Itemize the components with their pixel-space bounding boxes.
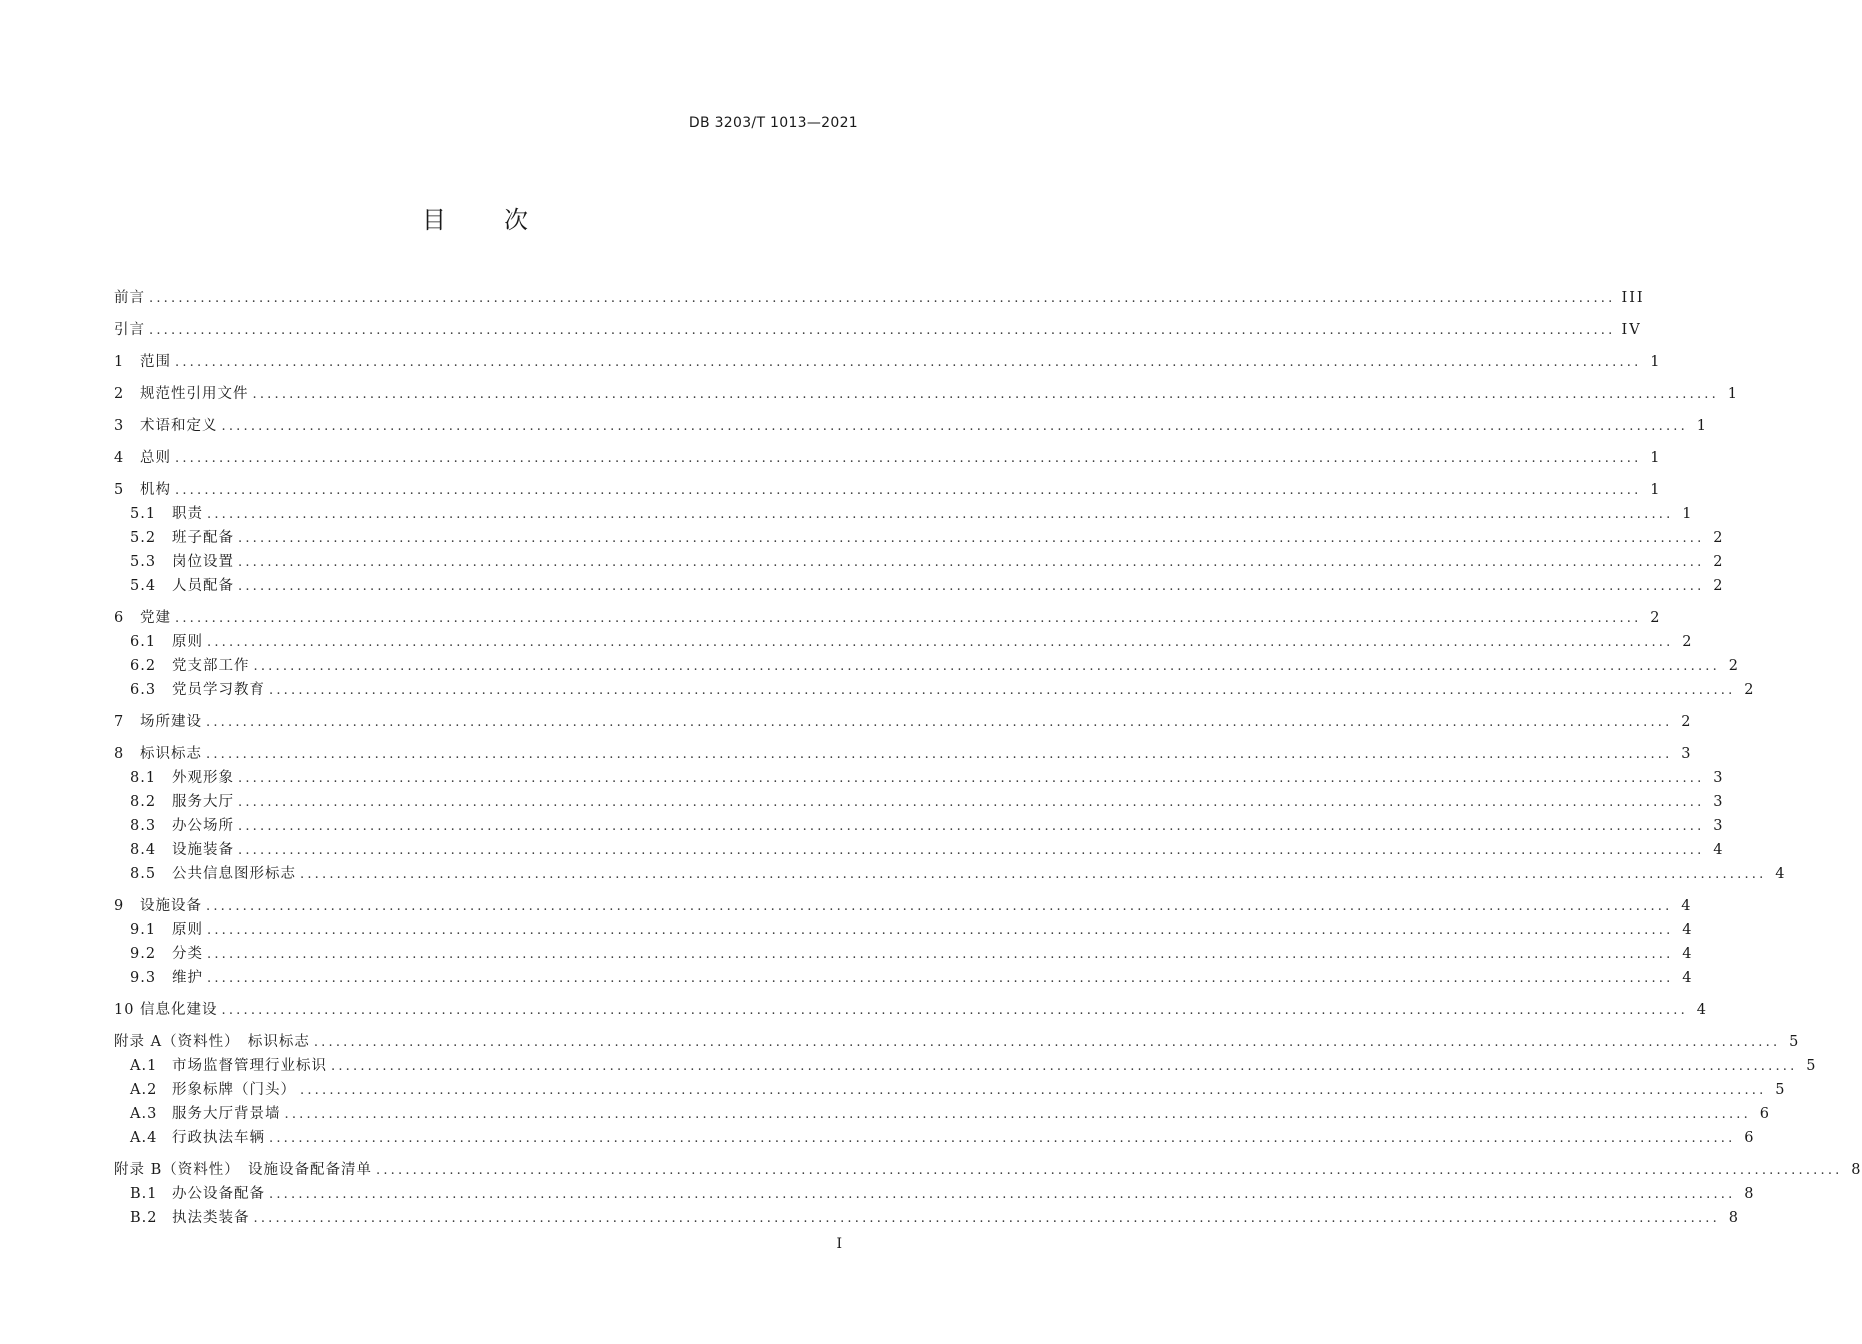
toc-leader-dots: ........................................................................................................................................................................................................ [221, 419, 1688, 434]
toc-leader-dots: ........................................................................................................................................................................................................ [300, 1083, 1767, 1098]
toc-entry[interactable] [114, 574, 1725, 598]
toc-entry-page: 2 [1713, 554, 1725, 570]
toc-leader-dots: ........................................................................................................................................................................................................ [175, 355, 1642, 370]
toc-entry[interactable] [114, 1206, 1740, 1230]
toc-entry-page: 6 [1759, 1106, 1771, 1122]
toc-leader-dots: ........................................................................................................................................................................................................ [269, 683, 1736, 698]
toc-entry[interactable] [114, 502, 1694, 526]
toc-entry-number: B.1 [130, 1186, 158, 1202]
toc-entry-number: A.2 [130, 1082, 158, 1098]
toc-entry[interactable] [114, 350, 1662, 374]
toc-entry-number: 9.3 [130, 970, 157, 986]
toc-entry-label: 分类 [172, 946, 203, 962]
toc-entry-label: 规范性引用文件 [140, 386, 249, 402]
toc-leader-dots: ........................................................................................................................................................................................................ [149, 323, 1616, 338]
toc-leader-dots: ........................................................................................................................................................................................................ [149, 291, 1616, 306]
toc-entry-page: 4 [1681, 898, 1693, 914]
toc-entry-number: 3 [114, 418, 125, 434]
toc-leader-dots: ........................................................................................................................................................................................................ [207, 947, 1674, 962]
toc-entry-number: 6.2 [130, 658, 157, 674]
toc-entry-label: 附录 A（资料性） 标识标志 [114, 1034, 310, 1050]
toc-entry-label: 党建 [140, 610, 171, 626]
toc-entry-number: 6.1 [130, 634, 157, 650]
toc-entry-label: 公共信息图形标志 [172, 866, 296, 882]
toc-entry-label: 党员学习教育 [172, 682, 265, 698]
toc-leader-dots: ........................................................................................................................................................................................................ [207, 507, 1674, 522]
toc-entry-page: 2 [1728, 658, 1740, 674]
toc-leader-dots: ........................................................................................................................................................................................................ [221, 1003, 1688, 1018]
toc-entry-number: 5.4 [130, 578, 157, 594]
toc-leader-dots: ........................................................................................................................................................................................................ [206, 715, 1673, 730]
toc-entry-number: 1 [114, 354, 125, 370]
toc-leader-dots: ........................................................................................................................................................................................................ [300, 867, 1767, 882]
toc-entry[interactable] [114, 1102, 1771, 1126]
toc-entry-label: 执法类装备 [172, 1210, 250, 1226]
toc-entry-page: 2 [1713, 530, 1725, 546]
toc-entry-label: 场所建设 [140, 714, 202, 730]
toc-leader-dots: ........................................................................................................................................................................................................ [206, 747, 1673, 762]
toc-entry-page: 2 [1682, 634, 1694, 650]
toc-entry-page: 4 [1775, 866, 1787, 882]
toc-entry-number: 9 [114, 898, 125, 914]
toc-leader-dots: ........................................................................................................................................................................................................ [238, 819, 1705, 834]
toc-entry-label: 信息化建设 [140, 1002, 218, 1018]
toc-leader-dots: ........................................................................................................................................................................................................ [238, 771, 1705, 786]
toc-entry-page: 8 [1851, 1162, 1862, 1178]
toc-leader-dots: ........................................................................................................................................................................................................ [376, 1163, 1843, 1178]
toc-entry-page: 5 [1789, 1034, 1801, 1050]
toc-entry-number: 5.1 [130, 506, 157, 522]
toc-leader-dots: ........................................................................................................................................................................................................ [207, 635, 1674, 650]
toc-entry-page: 4 [1713, 842, 1725, 858]
toc-leader-dots: ........................................................................................................................................................................................................ [175, 611, 1642, 626]
toc-leader-dots: ........................................................................................................................................................................................................ [253, 1211, 1720, 1226]
toc-entry[interactable] [114, 998, 1708, 1022]
toc-entry-page: 2 [1650, 610, 1662, 626]
toc-entry-label: 外观形象 [172, 770, 234, 786]
toc-entry-label: 岗位设置 [172, 554, 234, 570]
toc-entry-number: 5.3 [130, 554, 157, 570]
toc-entry-label: 总则 [140, 450, 171, 466]
toc-entry-page: 4 [1682, 946, 1694, 962]
table-of-contents [114, 286, 1862, 1230]
toc-entry-page: 1 [1727, 386, 1739, 402]
toc-entry[interactable] [114, 814, 1725, 838]
toc-entry-page: 1 [1650, 354, 1662, 370]
toc-entry-label: 原则 [172, 634, 203, 650]
toc-entry[interactable] [114, 1126, 1756, 1150]
toc-leader-dots: ........................................................................................................................................................................................................ [269, 1187, 1736, 1202]
toc-entry[interactable] [114, 606, 1662, 630]
toc-entry[interactable] [114, 446, 1662, 470]
toc-entry-page: 1 [1682, 506, 1694, 522]
page-title [0, 200, 950, 235]
toc-entry-label: 设施装备 [172, 842, 234, 858]
toc-entry-page: 6 [1744, 1130, 1756, 1146]
toc-entry-label: 附录 B（资料性） 设施设备配备清单 [114, 1162, 373, 1178]
toc-entry-label: 人员配备 [172, 578, 234, 594]
toc-entry[interactable] [114, 790, 1725, 814]
toc-entry-number: 6.3 [130, 682, 157, 698]
toc-entry-label: 范围 [140, 354, 171, 370]
toc-entry-label: 原则 [172, 922, 203, 938]
toc-entry-page: 3 [1713, 794, 1725, 810]
toc-entry-number: 5.2 [130, 530, 157, 546]
toc-leader-dots: ........................................................................................................................................................................................................ [238, 555, 1705, 570]
toc-entry-label: 市场监督管理行业标识 [172, 1058, 327, 1074]
toc-entry[interactable] [114, 1030, 1801, 1054]
toc-entry-label: 服务大厅 [172, 794, 234, 810]
toc-entry-number: 2 [114, 386, 125, 402]
toc-entry-label: 术语和定义 [140, 418, 218, 434]
toc-leader-dots: ........................................................................................................................................................................................................ [253, 659, 1720, 674]
toc-entry[interactable] [114, 742, 1693, 766]
toc-entry[interactable] [114, 550, 1725, 574]
toc-entry-number: 4 [114, 450, 125, 466]
toc-entry-page: 1 [1696, 418, 1708, 434]
toc-entry[interactable] [114, 478, 1662, 502]
toc-leader-dots: ........................................................................................................................................................................................................ [269, 1131, 1736, 1146]
toc-entry-label: 职责 [172, 506, 203, 522]
toc-leader-dots: ........................................................................................................................................................................................................ [238, 579, 1705, 594]
toc-entry[interactable] [114, 414, 1708, 438]
toc-entry-page: 5 [1806, 1058, 1818, 1074]
toc-entry-number: 9.1 [130, 922, 157, 938]
toc-entry-label: 服务大厅背景墙 [172, 1106, 281, 1122]
toc-entry-number: A.3 [130, 1106, 158, 1122]
toc-entry[interactable] [114, 678, 1756, 702]
toc-leader-dots: ........................................................................................................................................................................................................ [206, 899, 1673, 914]
toc-entry-number: A.4 [130, 1130, 158, 1146]
toc-entry[interactable] [114, 526, 1725, 550]
toc-entry[interactable] [114, 1054, 1818, 1078]
toc-leader-dots: ........................................................................................................................................................................................................ [207, 971, 1674, 986]
toc-leader-dots: ........................................................................................................................................................................................................ [313, 1035, 1781, 1050]
toc-leader-dots: ........................................................................................................................................................................................................ [175, 451, 1642, 466]
toc-entry-page: IV [1621, 322, 1642, 338]
toc-entry-label: 维护 [172, 970, 203, 986]
toc-entry-label: 引言 [114, 322, 145, 338]
toc-entry-page: 8 [1744, 1186, 1756, 1202]
toc-entry-page: 4 [1682, 922, 1694, 938]
toc-entry-label: 班子配备 [172, 530, 234, 546]
toc-entry-label: 标识标志 [140, 746, 202, 762]
toc-entry-label: 机构 [140, 482, 171, 498]
toc-leader-dots: ........................................................................................................................................................................................................ [284, 1107, 1751, 1122]
toc-entry-number: 8.2 [130, 794, 157, 810]
toc-entry-page: 5 [1775, 1082, 1787, 1098]
toc-entry-number: A.1 [130, 1058, 158, 1074]
toc-entry-number: 5 [114, 482, 125, 498]
toc-entry[interactable] [114, 766, 1725, 790]
toc-leader-dots: ........................................................................................................................................................................................................ [238, 795, 1705, 810]
toc-entry-page: 3 [1713, 770, 1725, 786]
toc-entry[interactable] [114, 918, 1694, 942]
toc-entry-number: 7 [114, 714, 125, 730]
toc-entry-label: 办公设备配备 [172, 1186, 265, 1202]
toc-leader-dots: ........................................................................................................................................................................................................ [252, 387, 1719, 402]
footer-page-number: I [836, 1236, 842, 1252]
toc-leader-dots: ........................................................................................................................................................................................................ [331, 1059, 1798, 1074]
toc-entry-label: 办公场所 [172, 818, 234, 834]
toc-entry-number: 8.1 [130, 770, 157, 786]
toc-entry-page: 1 [1650, 450, 1662, 466]
toc-entry[interactable] [114, 966, 1694, 990]
toc-entry-number: 8 [114, 746, 125, 762]
toc-entry-number: 8.5 [130, 866, 157, 882]
title-char-2: 次 [504, 206, 528, 234]
toc-entry-label: 设施设备 [140, 898, 202, 914]
toc-entry[interactable] [114, 1158, 1862, 1182]
toc-entry[interactable] [114, 630, 1694, 654]
toc-entry-number: B.2 [130, 1210, 158, 1226]
toc-entry-page: 2 [1681, 714, 1693, 730]
toc-entry-page: 3 [1681, 746, 1693, 762]
toc-entry[interactable] [114, 710, 1693, 734]
toc-entry-page: 8 [1728, 1210, 1740, 1226]
toc-entry-number: 10 [114, 1002, 135, 1018]
toc-entry[interactable] [114, 838, 1725, 862]
toc-entry-number: 6 [114, 610, 125, 626]
toc-entry[interactable] [114, 894, 1693, 918]
toc-entry-page: 4 [1696, 1002, 1708, 1018]
toc-entry[interactable] [114, 654, 1740, 678]
toc-entry[interactable] [114, 1182, 1756, 1206]
toc-entry[interactable] [114, 1078, 1787, 1102]
toc-entry[interactable] [114, 318, 1642, 342]
toc-entry-page: III [1621, 290, 1645, 306]
toc-entry-number: 8.4 [130, 842, 157, 858]
toc-entry-page: 3 [1713, 818, 1725, 834]
toc-leader-dots: ........................................................................................................................................................................................................ [175, 483, 1642, 498]
toc-entry-label: 党支部工作 [172, 658, 250, 674]
toc-entry-page: 4 [1682, 970, 1694, 986]
toc-leader-dots: ........................................................................................................................................................................................................ [238, 843, 1705, 858]
toc-entry-number: 8.3 [130, 818, 157, 834]
toc-entry[interactable] [114, 382, 1739, 406]
toc-leader-dots: ........................................................................................................................................................................................................ [238, 531, 1705, 546]
document-code: DB 3203/T 1013—2021 [688, 115, 858, 131]
toc-entry[interactable] [114, 942, 1694, 966]
toc-entry-label: 形象标牌（门头） [172, 1082, 296, 1098]
toc-entry-page: 1 [1650, 482, 1662, 498]
toc-entry-number: 9.2 [130, 946, 157, 962]
toc-entry-page: 2 [1744, 682, 1756, 698]
toc-entry[interactable] [114, 286, 1645, 310]
toc-entry-page: 2 [1713, 578, 1725, 594]
toc-entry-label: 前言 [114, 290, 145, 306]
toc-entry-label: 行政执法车辆 [172, 1130, 265, 1146]
toc-leader-dots: ........................................................................................................................................................................................................ [207, 923, 1674, 938]
toc-entry[interactable] [114, 862, 1787, 886]
title-char-1: 目 [422, 206, 446, 234]
